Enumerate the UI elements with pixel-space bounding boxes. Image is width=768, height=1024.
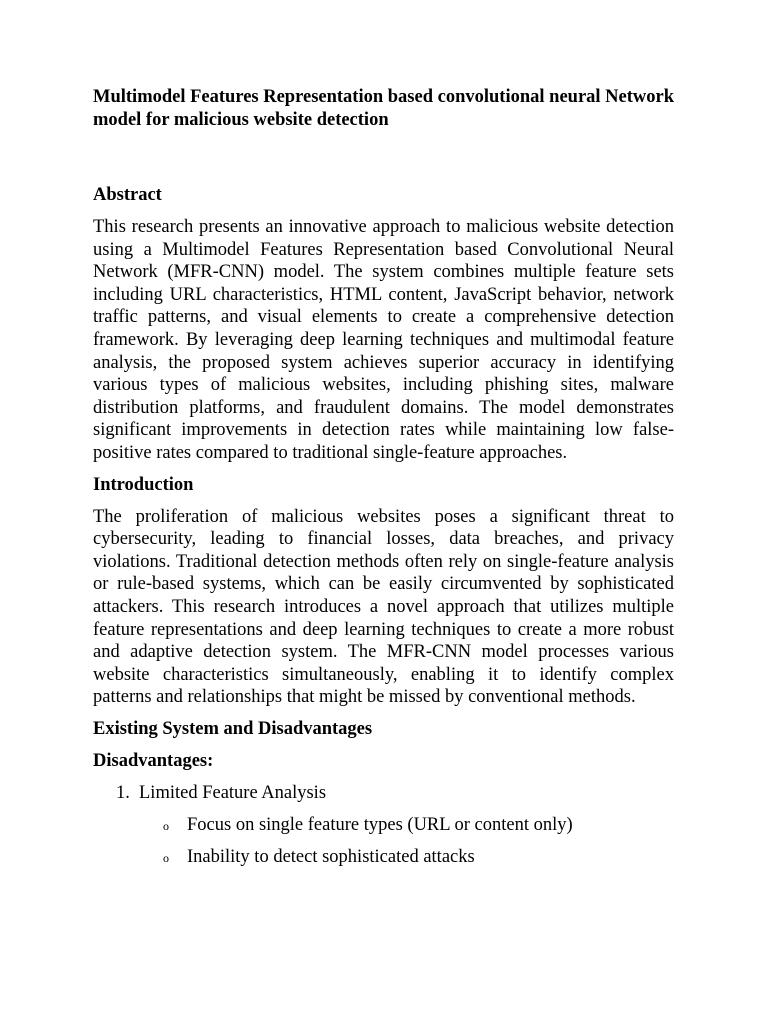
list-item-label: Limited Feature Analysis xyxy=(139,782,327,803)
sub-list-item-text: Inability to detect sophisticated attacks xyxy=(187,846,475,867)
existing-system-heading: Existing System and Disadvantages xyxy=(93,718,373,739)
sub-list-item xyxy=(140,814,674,836)
document-page xyxy=(93,86,674,878)
introduction-body: The proliferation of malicious websites poses a significant threat to cybersecurity, leading to financial losses, data breaches, and privacy violations. Traditional detection methods often rely on single-feature analysis or rule-based systems, which can be easily circumvented by sophisticated attackers. This research introduces a novel approach that utilizes multiple feature representations and deep learning techniques to create a more robust and adaptive detection system. The MFR-CNN model processes various website characteristics simultaneously, enabling it to identify complex patterns and relationships that might be missed by conventional methods. xyxy=(93,506,674,708)
circle-bullet-icon: o xyxy=(163,850,169,865)
introduction-heading: Introduction xyxy=(93,474,194,495)
disadvantages-subheading: Disadvantages: xyxy=(93,750,214,771)
sub-list-item-text: Focus on single feature types (URL or content only) xyxy=(187,814,573,835)
paper-title: Multimodel Features Representation based convolutional neural Network model for malicious website detection xyxy=(93,87,675,130)
sub-bullet-list xyxy=(140,814,674,868)
sub-list-item xyxy=(140,846,674,868)
list-item xyxy=(93,782,674,804)
disadvantages-list xyxy=(93,782,674,804)
circle-bullet-icon: o xyxy=(163,818,169,833)
abstract-heading: Abstract xyxy=(93,185,162,205)
abstract-body: This research presents an innovative approach to malicious website detection using a Multimodel Features Representation based Convolutional Neural Network (MFR-CNN) model. The system combines multiple feature sets including URL characteristics, HTML content, JavaScript behavior, network traffic patterns, and visual elements to create a comprehensive detection framework. By leveraging deep learning techniques and multimodal feature analysis, the proposed system achieves superior accuracy in identifying various types of malicious websites, including phishing sites, malware distribution platforms, and fraudulent domains. The model demonstrates significant improvements in detection rates while maintaining low false-positive rates compared to traditional single-feature approaches. xyxy=(93,217,674,463)
list-item-number: 1. xyxy=(116,782,130,803)
